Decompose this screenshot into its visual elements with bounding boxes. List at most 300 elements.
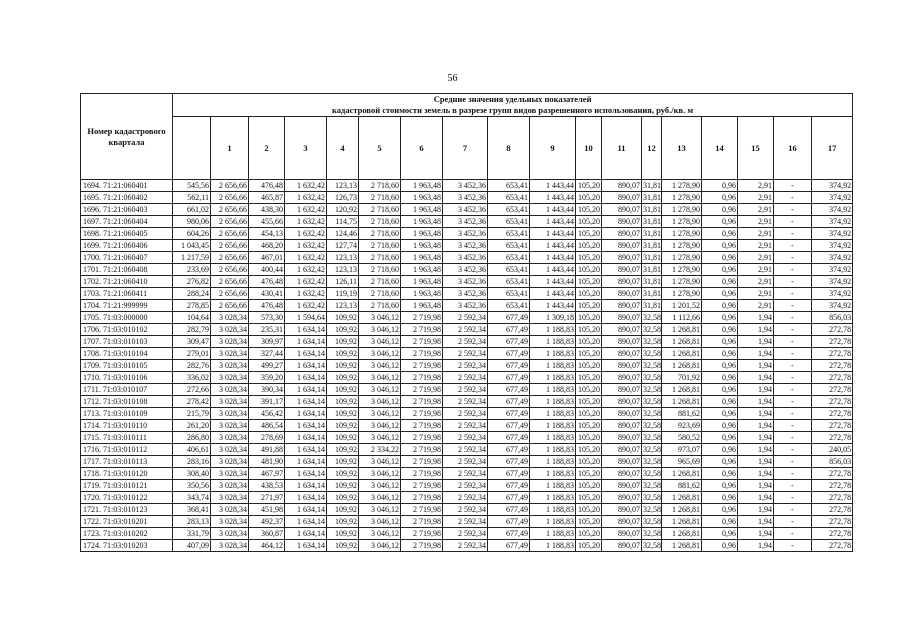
value-cell: 215,79 [173, 408, 211, 420]
value-cell: 105,20 [576, 480, 602, 492]
value-cell: - [774, 192, 812, 204]
page-number: 56 [447, 73, 458, 84]
value-cell: 272,78 [812, 420, 853, 432]
value-cell: 374,92 [812, 264, 853, 276]
value-cell: 2 719,98 [401, 516, 443, 528]
value-cell: 890,07 [602, 312, 642, 324]
value-cell: 32,58 [643, 517, 661, 526]
value-cell: 105,20 [576, 216, 602, 228]
value-cell: 2 718,60 [359, 300, 401, 312]
value-cell: - [774, 504, 812, 516]
value-cell: 3 028,34 [211, 324, 249, 336]
value-cell: 890,07 [602, 288, 642, 300]
value-cell: 374,92 [812, 192, 853, 204]
value-cell: 2 719,98 [401, 480, 443, 492]
value-cell: 32,58 [643, 349, 661, 358]
table-body [81, 180, 853, 552]
value-cell: 1,94 [738, 420, 774, 432]
value-cell: 2 592,34 [443, 360, 488, 372]
value-cell: 374,92 [812, 216, 853, 228]
table-row [81, 528, 853, 540]
value-cell: 407,09 [173, 540, 211, 552]
value-cell: 272,78 [812, 324, 853, 336]
value-cell: 677,49 [488, 444, 530, 456]
column-number-header: 6 [401, 117, 443, 180]
value-cell: 1,94 [738, 312, 774, 324]
value-cell: 0,96 [702, 180, 738, 192]
column-number-header: 15 [738, 117, 774, 180]
value-cell: 109,92 [327, 504, 359, 516]
value-cell: 105,20 [576, 456, 602, 468]
value-cell: 1 634,14 [285, 384, 327, 396]
value-cell: 2,91 [738, 180, 774, 192]
value-cell: 105,20 [576, 192, 602, 204]
value-cell: 2 718,60 [359, 252, 401, 264]
value-cell: 0,96 [702, 420, 738, 432]
value-cell: 2 719,98 [401, 468, 443, 480]
value-cell: 1 963,48 [401, 240, 443, 252]
value-cell: 2 718,60 [359, 192, 401, 204]
value-cell: 2,91 [738, 240, 774, 252]
value-cell: 677,49 [488, 312, 530, 324]
value-cell: 1 188,83 [530, 528, 576, 540]
quarter-number-cell: 1695. 71:21:060402 [81, 192, 173, 204]
table-row [81, 300, 853, 312]
value-cell: 31,81 [643, 229, 661, 238]
value-cell: - [774, 348, 812, 360]
value-cell: 1 443,44 [530, 276, 576, 288]
value-cell: 105,20 [576, 276, 602, 288]
value-cell: 2 719,98 [401, 540, 443, 552]
table-row [81, 432, 853, 444]
value-cell: 2 656,66 [211, 264, 249, 276]
value-cell: 476,48 [249, 180, 285, 192]
value-cell: 0,96 [702, 324, 738, 336]
value-cell: 580,52 [662, 432, 702, 444]
value-cell: 0,96 [702, 492, 738, 504]
value-cell: 3 028,34 [211, 312, 249, 324]
value-cell: 1 188,83 [530, 348, 576, 360]
value-cell: 677,49 [488, 360, 530, 372]
value-cell: 272,78 [812, 408, 853, 420]
value-cell: 123,13 [327, 180, 359, 192]
value-cell: 0,96 [702, 384, 738, 396]
value-cell: 2 656,66 [211, 216, 249, 228]
value-cell: 2 718,60 [359, 216, 401, 228]
value-cell: 32,58 [643, 337, 661, 346]
value-cell: 465,87 [249, 192, 285, 204]
value-cell: 2 592,34 [443, 396, 488, 408]
value-cell: - [774, 408, 812, 420]
value-cell: 3 046,12 [359, 408, 401, 420]
table-row [81, 216, 853, 228]
value-cell: 1 268,81 [662, 528, 702, 540]
value-cell: 2 718,60 [359, 240, 401, 252]
value-cell: 1,94 [738, 456, 774, 468]
value-cell: 1 309,18 [530, 312, 576, 324]
table-row [81, 312, 853, 324]
value-cell: 109,92 [327, 456, 359, 468]
value-cell: 105,20 [576, 360, 602, 372]
quarter-number-cell: 1723. 71:03:010202 [81, 528, 173, 540]
value-cell: 331,79 [173, 528, 211, 540]
value-cell: 286,80 [173, 432, 211, 444]
value-cell: 31,81 [643, 301, 661, 310]
value-cell: 272,78 [812, 372, 853, 384]
column-number-header: 14 [702, 117, 738, 180]
value-cell: 374,92 [812, 240, 853, 252]
value-cell: 105,20 [576, 396, 602, 408]
value-cell: 1 188,83 [530, 408, 576, 420]
value-cell: 890,07 [602, 252, 642, 264]
value-cell: 476,48 [249, 276, 285, 288]
value-cell: 31,81 [643, 253, 661, 262]
value-cell: 604,26 [173, 228, 211, 240]
value-cell: 1 963,48 [401, 192, 443, 204]
value-cell: 1 188,83 [530, 336, 576, 348]
value-cell: 1 188,83 [530, 468, 576, 480]
value-cell: 1 963,48 [401, 204, 443, 216]
value-cell: 1 278,90 [662, 252, 702, 264]
value-cell: 390,34 [249, 384, 285, 396]
value-cell: 890,07 [602, 540, 642, 552]
table-row [81, 516, 853, 528]
value-cell: 272,78 [812, 528, 853, 540]
quarter-column-header [173, 117, 211, 180]
value-cell: 499,27 [249, 360, 285, 372]
value-cell: 1 278,90 [662, 204, 702, 216]
value-cell: 653,41 [488, 264, 530, 276]
value-cell: 1,94 [738, 396, 774, 408]
value-cell: 105,20 [576, 384, 602, 396]
value-cell: 438,30 [249, 204, 285, 216]
quarter-number-cell: 1700. 71:21:060407 [81, 252, 173, 264]
value-cell: - [774, 444, 812, 456]
value-cell: 3 046,12 [359, 384, 401, 396]
value-cell: 3 046,12 [359, 420, 401, 432]
value-cell: 2 592,34 [443, 492, 488, 504]
value-cell: 653,41 [488, 252, 530, 264]
value-cell: 1,94 [738, 492, 774, 504]
value-cell: 2 592,34 [443, 480, 488, 492]
value-cell: 1 443,44 [530, 228, 576, 240]
value-cell: 677,49 [488, 480, 530, 492]
value-cell: 1 963,48 [401, 216, 443, 228]
value-cell: 2 656,66 [211, 240, 249, 252]
value-cell: 105,20 [576, 300, 602, 312]
column-header-row [81, 117, 853, 180]
value-cell: - [774, 324, 812, 336]
value-cell: 2 592,34 [443, 456, 488, 468]
value-cell: 2 592,34 [443, 540, 488, 552]
value-cell: 272,78 [812, 540, 853, 552]
value-cell: 1 632,42 [285, 204, 327, 216]
value-cell: 1 963,48 [401, 264, 443, 276]
value-cell: 1 268,81 [662, 324, 702, 336]
group-header [173, 94, 853, 117]
value-cell: 272,78 [812, 480, 853, 492]
value-cell: 1 188,83 [530, 360, 576, 372]
value-cell: 1 268,81 [662, 336, 702, 348]
value-cell: 430,41 [249, 288, 285, 300]
value-cell: 0,96 [702, 528, 738, 540]
value-cell: 1 112,66 [662, 312, 702, 324]
value-cell: 677,49 [488, 528, 530, 540]
value-cell: 1 634,14 [285, 444, 327, 456]
value-cell: 2 718,60 [359, 180, 401, 192]
value-cell: 32,58 [643, 469, 661, 478]
value-cell: 0,96 [702, 192, 738, 204]
value-cell: 1 634,14 [285, 456, 327, 468]
value-cell: - [774, 216, 812, 228]
value-cell: 1 443,44 [530, 288, 576, 300]
value-cell: 3 452,36 [443, 180, 488, 192]
value-cell: 1 634,14 [285, 468, 327, 480]
value-cell: 881,62 [662, 480, 702, 492]
table-row [81, 504, 853, 516]
value-cell: 104,64 [173, 312, 211, 324]
value-cell: 3 452,36 [443, 204, 488, 216]
table-row [81, 336, 853, 348]
value-cell: 2 719,98 [401, 336, 443, 348]
value-cell: 2 719,98 [401, 372, 443, 384]
value-cell: 890,07 [602, 276, 642, 288]
value-cell: - [774, 312, 812, 324]
value-cell: 1 634,14 [285, 336, 327, 348]
value-cell: 31,81 [643, 217, 661, 226]
value-cell: - [774, 516, 812, 528]
value-cell: - [774, 360, 812, 372]
value-cell: 3 046,12 [359, 540, 401, 552]
value-cell: 2 656,66 [211, 252, 249, 264]
value-cell: 3 452,36 [443, 252, 488, 264]
value-cell: 272,66 [173, 384, 211, 396]
value-cell: 677,49 [488, 408, 530, 420]
value-cell: 32,58 [643, 433, 661, 442]
value-cell: 105,20 [576, 312, 602, 324]
value-cell: 123,13 [327, 252, 359, 264]
value-cell: 1 278,90 [662, 276, 702, 288]
value-cell: 2 719,98 [401, 492, 443, 504]
value-cell: 3 046,12 [359, 516, 401, 528]
value-cell: 3 028,34 [211, 516, 249, 528]
value-cell: 677,49 [488, 372, 530, 384]
value-cell: 653,41 [488, 288, 530, 300]
value-cell: 481,90 [249, 456, 285, 468]
value-cell: 0,96 [702, 240, 738, 252]
value-cell: 1 963,48 [401, 252, 443, 264]
value-cell: 1 268,81 [662, 360, 702, 372]
value-cell: - [774, 180, 812, 192]
value-cell: 32,58 [643, 421, 661, 430]
value-cell: 2 592,34 [443, 336, 488, 348]
value-cell: 343,74 [173, 492, 211, 504]
value-cell: 272,78 [812, 384, 853, 396]
value-cell: 1,94 [738, 444, 774, 456]
value-cell: 856,03 [812, 312, 853, 324]
value-cell: 126,11 [327, 276, 359, 288]
value-cell: 1 632,42 [285, 276, 327, 288]
value-cell: 105,20 [576, 504, 602, 516]
value-cell: 1 634,14 [285, 432, 327, 444]
value-cell: 282,76 [173, 360, 211, 372]
value-cell: 105,20 [576, 204, 602, 216]
value-cell: 127,74 [327, 240, 359, 252]
value-cell: 1 201,52 [662, 300, 702, 312]
value-cell: 105,20 [576, 420, 602, 432]
column-number-header: 3 [285, 117, 327, 180]
value-cell: 105,20 [576, 408, 602, 420]
value-cell: 3 028,34 [211, 492, 249, 504]
value-cell: 105,20 [576, 492, 602, 504]
value-cell: 350,56 [173, 480, 211, 492]
table-row [81, 420, 853, 432]
value-cell: 464,12 [249, 540, 285, 552]
value-cell: 124,46 [327, 228, 359, 240]
value-cell: 653,41 [488, 180, 530, 192]
value-cell: 3 046,12 [359, 372, 401, 384]
value-cell: 3 452,36 [443, 216, 488, 228]
value-cell: 2 592,34 [443, 312, 488, 324]
value-cell: 261,20 [173, 420, 211, 432]
value-cell: 3 028,34 [211, 504, 249, 516]
value-cell: - [774, 468, 812, 480]
quarter-number-cell: 1704. 71:21:999999 [81, 300, 173, 312]
value-cell: 701,92 [662, 372, 702, 384]
value-cell: 0,96 [702, 348, 738, 360]
value-cell: 890,07 [602, 516, 642, 528]
value-cell: 276,82 [173, 276, 211, 288]
value-cell: 0,96 [702, 396, 738, 408]
value-cell: 1 188,83 [530, 384, 576, 396]
value-cell: 1,94 [738, 384, 774, 396]
value-cell: 1 634,14 [285, 408, 327, 420]
value-cell: 890,07 [602, 444, 642, 456]
group-header-line2: кадастровой стоимости земель в разрезе групп видов разрешенного использования, руб./кв. м [332, 105, 694, 115]
value-cell: 890,07 [602, 372, 642, 384]
value-cell: - [774, 540, 812, 552]
value-cell: 1 278,90 [662, 228, 702, 240]
value-cell: 1 443,44 [530, 252, 576, 264]
value-cell: 1 632,42 [285, 288, 327, 300]
quarter-number-cell: 1696. 71:21:060403 [81, 204, 173, 216]
table-row [81, 228, 853, 240]
value-cell: - [774, 228, 812, 240]
value-cell: 3 028,34 [211, 396, 249, 408]
value-cell: 2 719,98 [401, 348, 443, 360]
value-cell: 1 634,14 [285, 360, 327, 372]
value-cell: 2 719,98 [401, 432, 443, 444]
value-cell: 359,20 [249, 372, 285, 384]
value-cell: 0,96 [702, 468, 738, 480]
value-cell: 1,94 [738, 360, 774, 372]
value-cell: 1 443,44 [530, 216, 576, 228]
value-cell: 1 268,81 [662, 540, 702, 552]
value-cell: 1,94 [738, 336, 774, 348]
value-cell: 2 592,34 [443, 444, 488, 456]
column-number-header: 5 [359, 117, 401, 180]
value-cell: 677,49 [488, 432, 530, 444]
value-cell: 1 634,14 [285, 420, 327, 432]
value-cell: 2 656,66 [211, 288, 249, 300]
value-cell: 1 632,42 [285, 192, 327, 204]
value-cell: 336,02 [173, 372, 211, 384]
value-cell: 368,41 [173, 504, 211, 516]
value-cell: 3 452,36 [443, 264, 488, 276]
value-cell: 109,92 [327, 396, 359, 408]
value-cell: 677,49 [488, 324, 530, 336]
value-cell: 105,20 [576, 264, 602, 276]
quarter-number-cell: 1706. 71:03:010102 [81, 324, 173, 336]
value-cell: 1 268,81 [662, 504, 702, 516]
value-cell: 3 028,34 [211, 360, 249, 372]
quarter-number-cell: 1710. 71:03:010106 [81, 372, 173, 384]
value-cell: 1 188,83 [530, 324, 576, 336]
value-cell: 1 268,81 [662, 348, 702, 360]
quarter-number-cell: 1712. 71:03:010108 [81, 396, 173, 408]
value-cell: 309,47 [173, 336, 211, 348]
value-cell: 278,42 [173, 396, 211, 408]
value-cell: 283,13 [173, 516, 211, 528]
value-cell: 653,41 [488, 240, 530, 252]
value-cell: 1 278,90 [662, 240, 702, 252]
value-cell: 1,94 [738, 372, 774, 384]
value-cell: 2 592,34 [443, 348, 488, 360]
value-cell: 109,92 [327, 384, 359, 396]
value-cell: 109,92 [327, 432, 359, 444]
column-number-header: 11 [602, 117, 642, 180]
value-cell: 2,91 [738, 288, 774, 300]
value-cell: 3 028,34 [211, 480, 249, 492]
table-row [81, 540, 853, 552]
value-cell: 272,78 [812, 348, 853, 360]
value-cell: 0,96 [702, 228, 738, 240]
column-number-header: 2 [249, 117, 285, 180]
value-cell: 279,01 [173, 348, 211, 360]
value-cell: 1,94 [738, 468, 774, 480]
value-cell: 374,92 [812, 180, 853, 192]
value-cell: - [774, 480, 812, 492]
value-cell: 0,96 [702, 264, 738, 276]
value-cell: 3 046,12 [359, 492, 401, 504]
value-cell: 1 963,48 [401, 228, 443, 240]
value-cell: 2 719,98 [401, 384, 443, 396]
table-row [81, 492, 853, 504]
value-cell: 2,91 [738, 264, 774, 276]
value-cell: 1 188,83 [530, 480, 576, 492]
value-cell: - [774, 288, 812, 300]
value-cell: 0,96 [702, 300, 738, 312]
value-cell: - [774, 264, 812, 276]
value-cell: 114,75 [327, 216, 359, 228]
value-cell: 1 594,64 [285, 312, 327, 324]
value-cell: 400,44 [249, 264, 285, 276]
value-cell: 2 719,98 [401, 312, 443, 324]
value-cell: 491,88 [249, 444, 285, 456]
value-cell: 374,92 [812, 252, 853, 264]
value-cell: 1 963,48 [401, 180, 443, 192]
value-cell: 278,85 [173, 300, 211, 312]
value-cell: 890,07 [602, 180, 642, 192]
value-cell: 492,37 [249, 516, 285, 528]
value-cell: 3 046,12 [359, 480, 401, 492]
table-row [81, 480, 853, 492]
value-cell: 1,94 [738, 540, 774, 552]
value-cell: 677,49 [488, 396, 530, 408]
value-cell: 545,56 [173, 180, 211, 192]
value-cell: 677,49 [488, 516, 530, 528]
value-cell: 890,07 [602, 360, 642, 372]
